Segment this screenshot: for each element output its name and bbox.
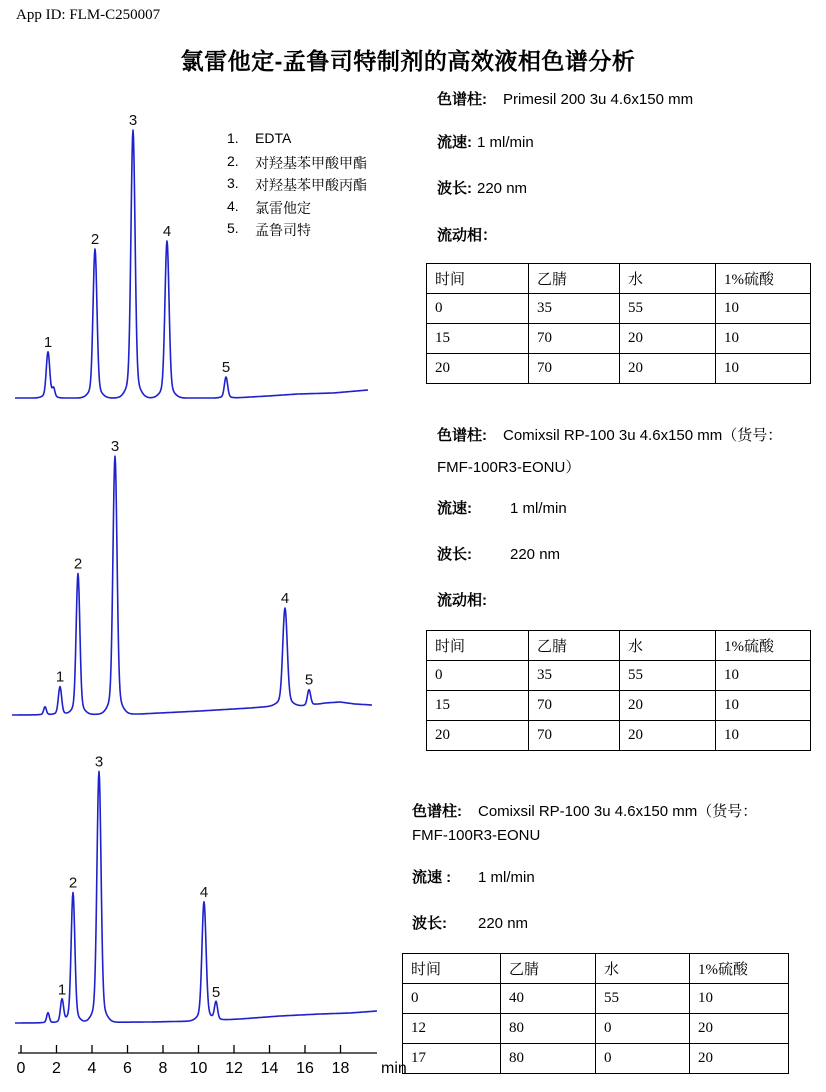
peak-label-1: 1 xyxy=(57,981,67,999)
legend-compound: 孟鲁司特 xyxy=(255,222,311,238)
table-cell: 70 xyxy=(529,354,620,384)
table-row xyxy=(427,661,811,691)
table-header-cell: 1%硫酸 xyxy=(690,954,789,984)
peak-label-4: 4 xyxy=(162,223,172,240)
flow-label: 流速 : xyxy=(412,869,452,886)
table-header-cell: 水 xyxy=(620,631,716,661)
table-cell: 70 xyxy=(529,691,620,721)
table-cell: 0 xyxy=(427,661,529,691)
mobile-phase-label: 流动相： xyxy=(437,227,498,244)
table-cell: 10 xyxy=(716,324,811,354)
table-row xyxy=(427,691,811,721)
legend-compound: 对羟基苯甲酸甲酯 xyxy=(255,154,367,171)
legend-item xyxy=(227,220,367,243)
table-cell: 70 xyxy=(529,721,620,751)
column-line-2 xyxy=(437,456,580,477)
peak-label-4: 4 xyxy=(199,883,209,901)
legend-item xyxy=(227,175,367,198)
flow-value: 1 ml/min xyxy=(510,500,567,517)
table-cell: 20 xyxy=(690,1014,789,1044)
column-line xyxy=(437,88,693,109)
flow-line xyxy=(437,131,534,152)
table-cell: 0 xyxy=(596,1014,690,1044)
legend-item xyxy=(227,130,367,153)
table-header-cell: 1%硫酸 xyxy=(716,631,811,661)
legend-number: 5. xyxy=(227,220,239,236)
mobile-phase-table-3 xyxy=(402,953,789,1074)
peak-label-2: 2 xyxy=(90,231,100,248)
peak-label-5: 5 xyxy=(221,359,231,376)
flow-value: 1 ml/min xyxy=(478,869,535,886)
x-axis-tick-label: 10 xyxy=(189,1060,208,1077)
table-header-cell: 乙腈 xyxy=(501,954,596,984)
column-line xyxy=(437,424,782,445)
table-row xyxy=(403,1014,789,1044)
table-cell: 80 xyxy=(501,1014,596,1044)
chromatogram-2-figure xyxy=(8,425,392,725)
table-cell: 0 xyxy=(596,1044,690,1074)
mobile-phase-line xyxy=(437,589,492,610)
table-header-cell: 乙腈 xyxy=(529,631,620,661)
column-label: 色谱柱: xyxy=(437,91,487,108)
x-axis-tick-label: 16 xyxy=(296,1060,314,1077)
table-header-row xyxy=(403,954,789,984)
legend-number: 3. xyxy=(227,175,239,191)
legend-number: 1. xyxy=(227,130,239,146)
wavelength-label: 波长: xyxy=(437,546,472,563)
peak-label-2: 2 xyxy=(73,555,83,573)
wavelength-label: 波长: xyxy=(437,180,472,197)
table-cell: 10 xyxy=(716,354,811,384)
legend-compound: 氯雷他定 xyxy=(255,199,311,216)
column-label: 色谱柱: xyxy=(412,803,462,820)
chromatogram-3-figure xyxy=(8,745,408,1085)
x-axis-tick-label: 8 xyxy=(158,1060,168,1077)
column-value: Primesil 200 3u 4.6x150 mm xyxy=(503,91,694,108)
table-cell: 55 xyxy=(620,661,716,691)
wavelength-line xyxy=(437,543,560,564)
table-cell: 20 xyxy=(620,324,716,354)
table-cell: 10 xyxy=(716,294,811,324)
mobile-phase-line xyxy=(437,224,502,245)
table-row xyxy=(427,721,811,751)
x-axis-tick-label: 2 xyxy=(52,1060,61,1077)
legend-compound: 对羟基苯甲酸丙酯 xyxy=(255,177,367,193)
table-header-cell: 水 xyxy=(620,264,716,294)
table-header-row xyxy=(427,264,811,294)
peak-label-1: 1 xyxy=(55,668,65,686)
table-row xyxy=(427,294,811,324)
table-cell: 35 xyxy=(529,661,620,691)
wavelength-value: 220 nm xyxy=(477,180,528,197)
x-axis-tick-label: 14 xyxy=(260,1060,279,1077)
table-cell: 15 xyxy=(427,691,529,721)
peak-label-2: 2 xyxy=(68,874,78,892)
table-cell: 0 xyxy=(403,984,501,1014)
table-header-cell: 水 xyxy=(596,954,690,984)
x-axis-tick-label: 18 xyxy=(331,1060,350,1077)
mobile-phase-table-1 xyxy=(426,263,811,384)
mobile-phase-table-2 xyxy=(426,630,811,751)
peak-label-1: 1 xyxy=(43,334,53,351)
table-row xyxy=(427,324,811,354)
legend-item xyxy=(227,198,367,221)
table-header-cell: 乙腈 xyxy=(529,264,620,294)
table-header-cell: 时间 xyxy=(403,954,501,984)
column-line-2 xyxy=(412,827,540,844)
column-value-2: FMF-100R3-EONU xyxy=(412,827,541,844)
table-cell: 80 xyxy=(501,1044,596,1074)
x-axis-unit-label: min xyxy=(381,1060,407,1077)
peak-label-3: 3 xyxy=(110,438,120,456)
column-label: 色谱柱: xyxy=(437,427,487,444)
table-cell: 15 xyxy=(427,324,529,354)
table-cell: 10 xyxy=(716,721,811,751)
x-axis-tick-label: 6 xyxy=(123,1060,132,1077)
legend-item xyxy=(227,153,367,176)
flow-label: 流速: xyxy=(437,500,472,517)
app-id: App ID: FLM-C250007 xyxy=(16,7,161,23)
table-cell: 20 xyxy=(690,1044,789,1074)
table-cell: 10 xyxy=(716,661,811,691)
table-cell: 20 xyxy=(620,691,716,721)
table-row xyxy=(403,984,789,1014)
peak-label-5: 5 xyxy=(304,671,314,689)
table-cell: 0 xyxy=(427,294,529,324)
legend-number: 2. xyxy=(227,152,239,169)
peak-legend xyxy=(227,130,367,243)
flow-label: 流速: xyxy=(437,134,472,151)
peak-label-4: 4 xyxy=(280,590,290,607)
peak-label-3: 3 xyxy=(94,753,104,771)
column-value: Comixsil RP-100 3u 4.6x150 mm（货号： xyxy=(503,427,783,444)
table-cell: 20 xyxy=(427,721,529,751)
table-header-row xyxy=(427,631,811,661)
wavelength-value: 220 nm xyxy=(510,546,561,563)
table-cell: 20 xyxy=(620,721,716,751)
table-cell: 35 xyxy=(529,294,620,324)
table-cell: 55 xyxy=(596,984,690,1014)
table-header-cell: 时间 xyxy=(427,631,529,661)
peak-label-5: 5 xyxy=(211,984,221,1002)
x-axis-tick-label: 4 xyxy=(87,1060,97,1077)
x-axis-tick-label: 0 xyxy=(16,1060,26,1077)
legend-compound: EDTA xyxy=(255,130,292,146)
table-cell: 12 xyxy=(403,1014,501,1044)
column-line xyxy=(412,800,757,821)
chromatogram-trace xyxy=(15,771,377,1023)
table-cell: 55 xyxy=(620,294,716,324)
flow-line xyxy=(412,866,535,887)
page-title: 氯雷他定-孟鲁司特制剂的高效液相色谱分析 xyxy=(180,48,636,74)
table-cell: 17 xyxy=(403,1044,501,1074)
wavelength-value: 220 nm xyxy=(478,915,529,932)
table-cell: 70 xyxy=(529,324,620,354)
flow-line xyxy=(437,497,567,518)
table-cell: 40 xyxy=(501,984,596,1014)
table-row xyxy=(403,1044,789,1074)
column-value-2: FMF-100R3-EONU） xyxy=(437,459,581,476)
table-cell: 20 xyxy=(620,354,716,384)
wavelength-line xyxy=(412,912,528,933)
table-header-cell: 时间 xyxy=(427,264,529,294)
table-cell: 20 xyxy=(427,354,529,384)
flow-value: 1 ml/min xyxy=(477,134,534,151)
chromatogram-trace xyxy=(12,456,372,715)
peak-label-3: 3 xyxy=(128,112,138,129)
table-cell: 10 xyxy=(716,691,811,721)
legend-number: 4. xyxy=(227,197,239,214)
wavelength-line xyxy=(437,177,527,198)
column-value: Comixsil RP-100 3u 4.6x150 mm（货号： xyxy=(478,803,758,820)
table-cell: 10 xyxy=(690,984,789,1014)
table-header-cell: 1%硫酸 xyxy=(716,264,811,294)
table-row xyxy=(427,354,811,384)
mobile-phase-label: 流动相: xyxy=(437,592,487,609)
x-axis-tick-label: 12 xyxy=(225,1060,243,1077)
wavelength-label: 波长: xyxy=(412,915,447,932)
